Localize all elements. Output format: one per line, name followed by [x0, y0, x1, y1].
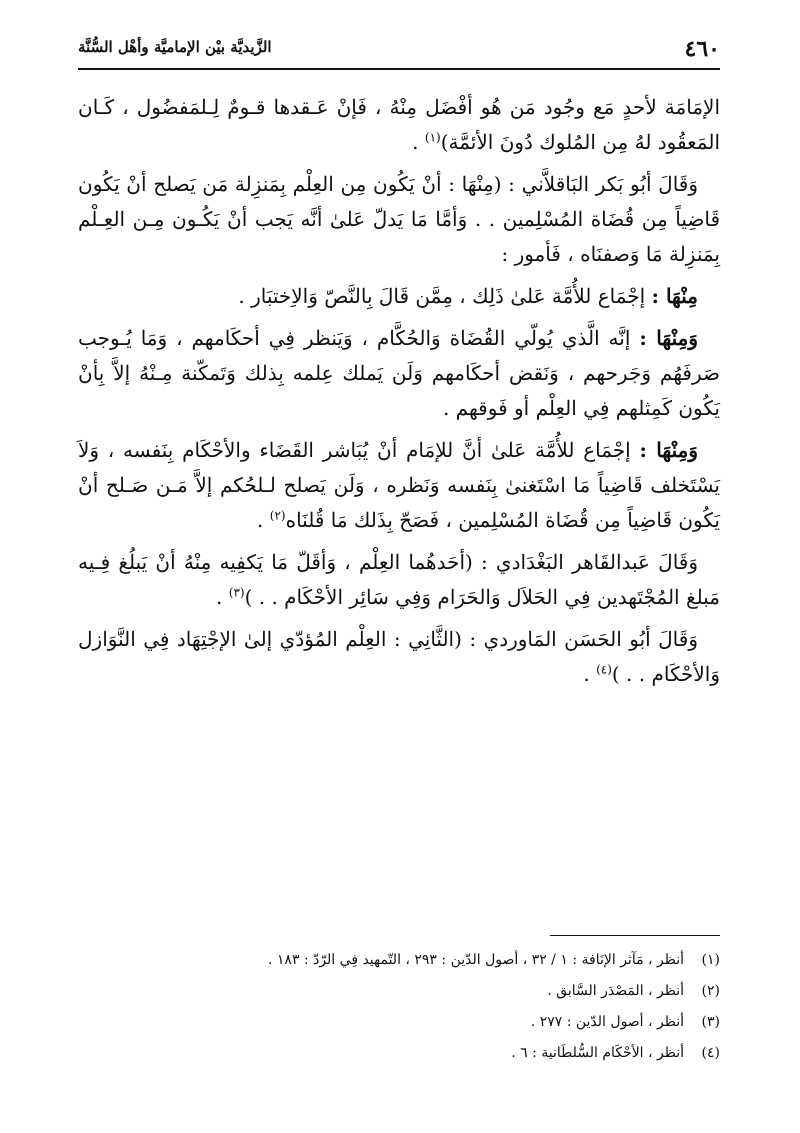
paragraph-2: [78, 167, 720, 272]
footnote-number: (٤): [701, 1045, 720, 1061]
footnotes: [78, 945, 720, 1069]
running-title: الزَّيديَّة بيْن الإماميَّة وأهْل السُّنَّة: [78, 38, 272, 56]
footnote-rule: [550, 935, 720, 936]
footnote-3: [78, 1007, 720, 1038]
header-rule: [78, 68, 720, 70]
main-text: [78, 90, 720, 699]
paragraph-text: وَقَالَ أبُو الحَسَن المَاوردي : (الثَّانِي : العِلْم المُؤدّي إلىٰ الإجْتِهَاد فِي النَّوَازل وَالأحْكَام . . ): [78, 627, 720, 686]
footnote-ref-2: (٢): [269, 508, 286, 523]
paragraph-end: .: [257, 508, 270, 532]
paragraph-text: الإمَامَة لأحدٍ مَع وجُود مَن هُو أفْضَل مِنْهُ ، فَإنْ عَـقدها قـومٌ لِـلمَفضُول ، كَـان المَعقُود لهُ مِن المُلوك دُونَ الأئمَّة): [78, 95, 720, 154]
paragraph-end: .: [412, 130, 425, 154]
footnote-ref-1: (١): [424, 130, 441, 145]
footnote-ref-3: (٣): [228, 585, 245, 600]
footnote-number: (١): [701, 952, 720, 968]
paragraph-6: [78, 545, 720, 615]
page-number: ٤٦٠: [684, 36, 720, 62]
paragraph-text: وَقَالَ عَبدالقَاهر البَغْدَادي : (أحَدهُما العِلْم ، وَأقَلّ مَا يَكفِيه مِنْهُ أنْ يَبلُغ فِـيه مَبلغ المُجْتَهدين فِي الحَلاَل وَالحَرَام وَفِي سَائِر الأحْكَام . . ): [78, 550, 720, 609]
footnote-ref-4: (٤): [596, 662, 612, 677]
footnote-text: أنظر ، أصول الدّين : ٢٧٧ .: [530, 1014, 684, 1030]
paragraph-text: إنَّه الَّذي يُولّي القُضَاة وَالحُكَّام ، وَيَنظر فِي أحكَامهم ، وَمَا يُـوجب صَرفَهُم وَجَرحهم ، وَنَقض أحكَامهم وَلَن يَملك عِلمه بِذلك وَتَمكّنة مِـنْهُ إلاَّ بِأنْ يَكُون كَمِثلهم فِي العِلْم أو فَوقهم .: [78, 326, 720, 420]
footnote-number: (٢): [701, 983, 720, 999]
footnote-text: أنظر ، المَصْدَر السَّابق .: [547, 983, 684, 999]
paragraph-5: [78, 433, 720, 538]
footnote-number: (٣): [701, 1014, 720, 1030]
paragraph-end: .: [216, 585, 229, 609]
paragraph-text: وَقَالَ أبُو بَكر البَاقلاَّني : (مِنْهَا : أنْ يَكُون مِن العِلْم بِمَنزِلة مَن يَصلح أنْ يَكُون قَاضِياً مِن قُضَاة المُسْلِمين . . وَأمَّا مَا يَدلّ عَلىٰ أنَّه يَجب أنْ يَكُـون مِـن العِـلْم بِمَنزِلة مَا وَصفنَاه ، فَأمور :: [78, 172, 720, 266]
footnote-1: [78, 945, 720, 976]
footnote-2: [78, 976, 720, 1007]
paragraph-lead: وَمِنْهَا :: [639, 438, 698, 462]
paragraph-4: [78, 321, 720, 426]
footnote-4: [78, 1038, 720, 1069]
footnote-text: أنظر ، الأحْكَام السُّلطَانية : ٦ .: [511, 1045, 684, 1061]
paragraph-text: إجْمَاع للأُمَّة عَلىٰ أنَّ للإمَام أنْ يُبَاشر القَضَاء والأحْكَام بِنَفسه ، وَلاَ يَسْتَخلف قَاضِياً مَا اسْتَغنىٰ بِنَفسه وَنَظره ، وَلَن يَصلح لـلحُكم إلاَّ مَـن صَـلح أنْ يَكُون قَاضِياً مِن قُضَاة المُسْلِمين ، فَصَحّ بِذَلك مَا قُلنَاه: [78, 438, 720, 532]
paragraph-lead: وَمِنْهَا :: [639, 326, 698, 350]
paragraph-7: [78, 622, 720, 692]
paragraph-end: .: [583, 662, 597, 686]
paragraph-1: [78, 90, 720, 160]
paragraph-text: إجْمَاع للأُمَّة عَلىٰ ذَلِك ، مِمَّن قَالَ بِالنَّصّ وَالاِختبَار .: [238, 284, 652, 308]
paragraph-lead: مِنْهَا :: [651, 284, 698, 308]
page-header: [78, 30, 720, 70]
footnote-text: أنظر ، مَآثر الإنَافة : ١ / ٣٢ ، أصول الدّين : ٢٩٣ ، التّمهيد فِي الرّدّ : ١٨٣ .: [268, 952, 684, 968]
paragraph-3: [78, 279, 720, 314]
